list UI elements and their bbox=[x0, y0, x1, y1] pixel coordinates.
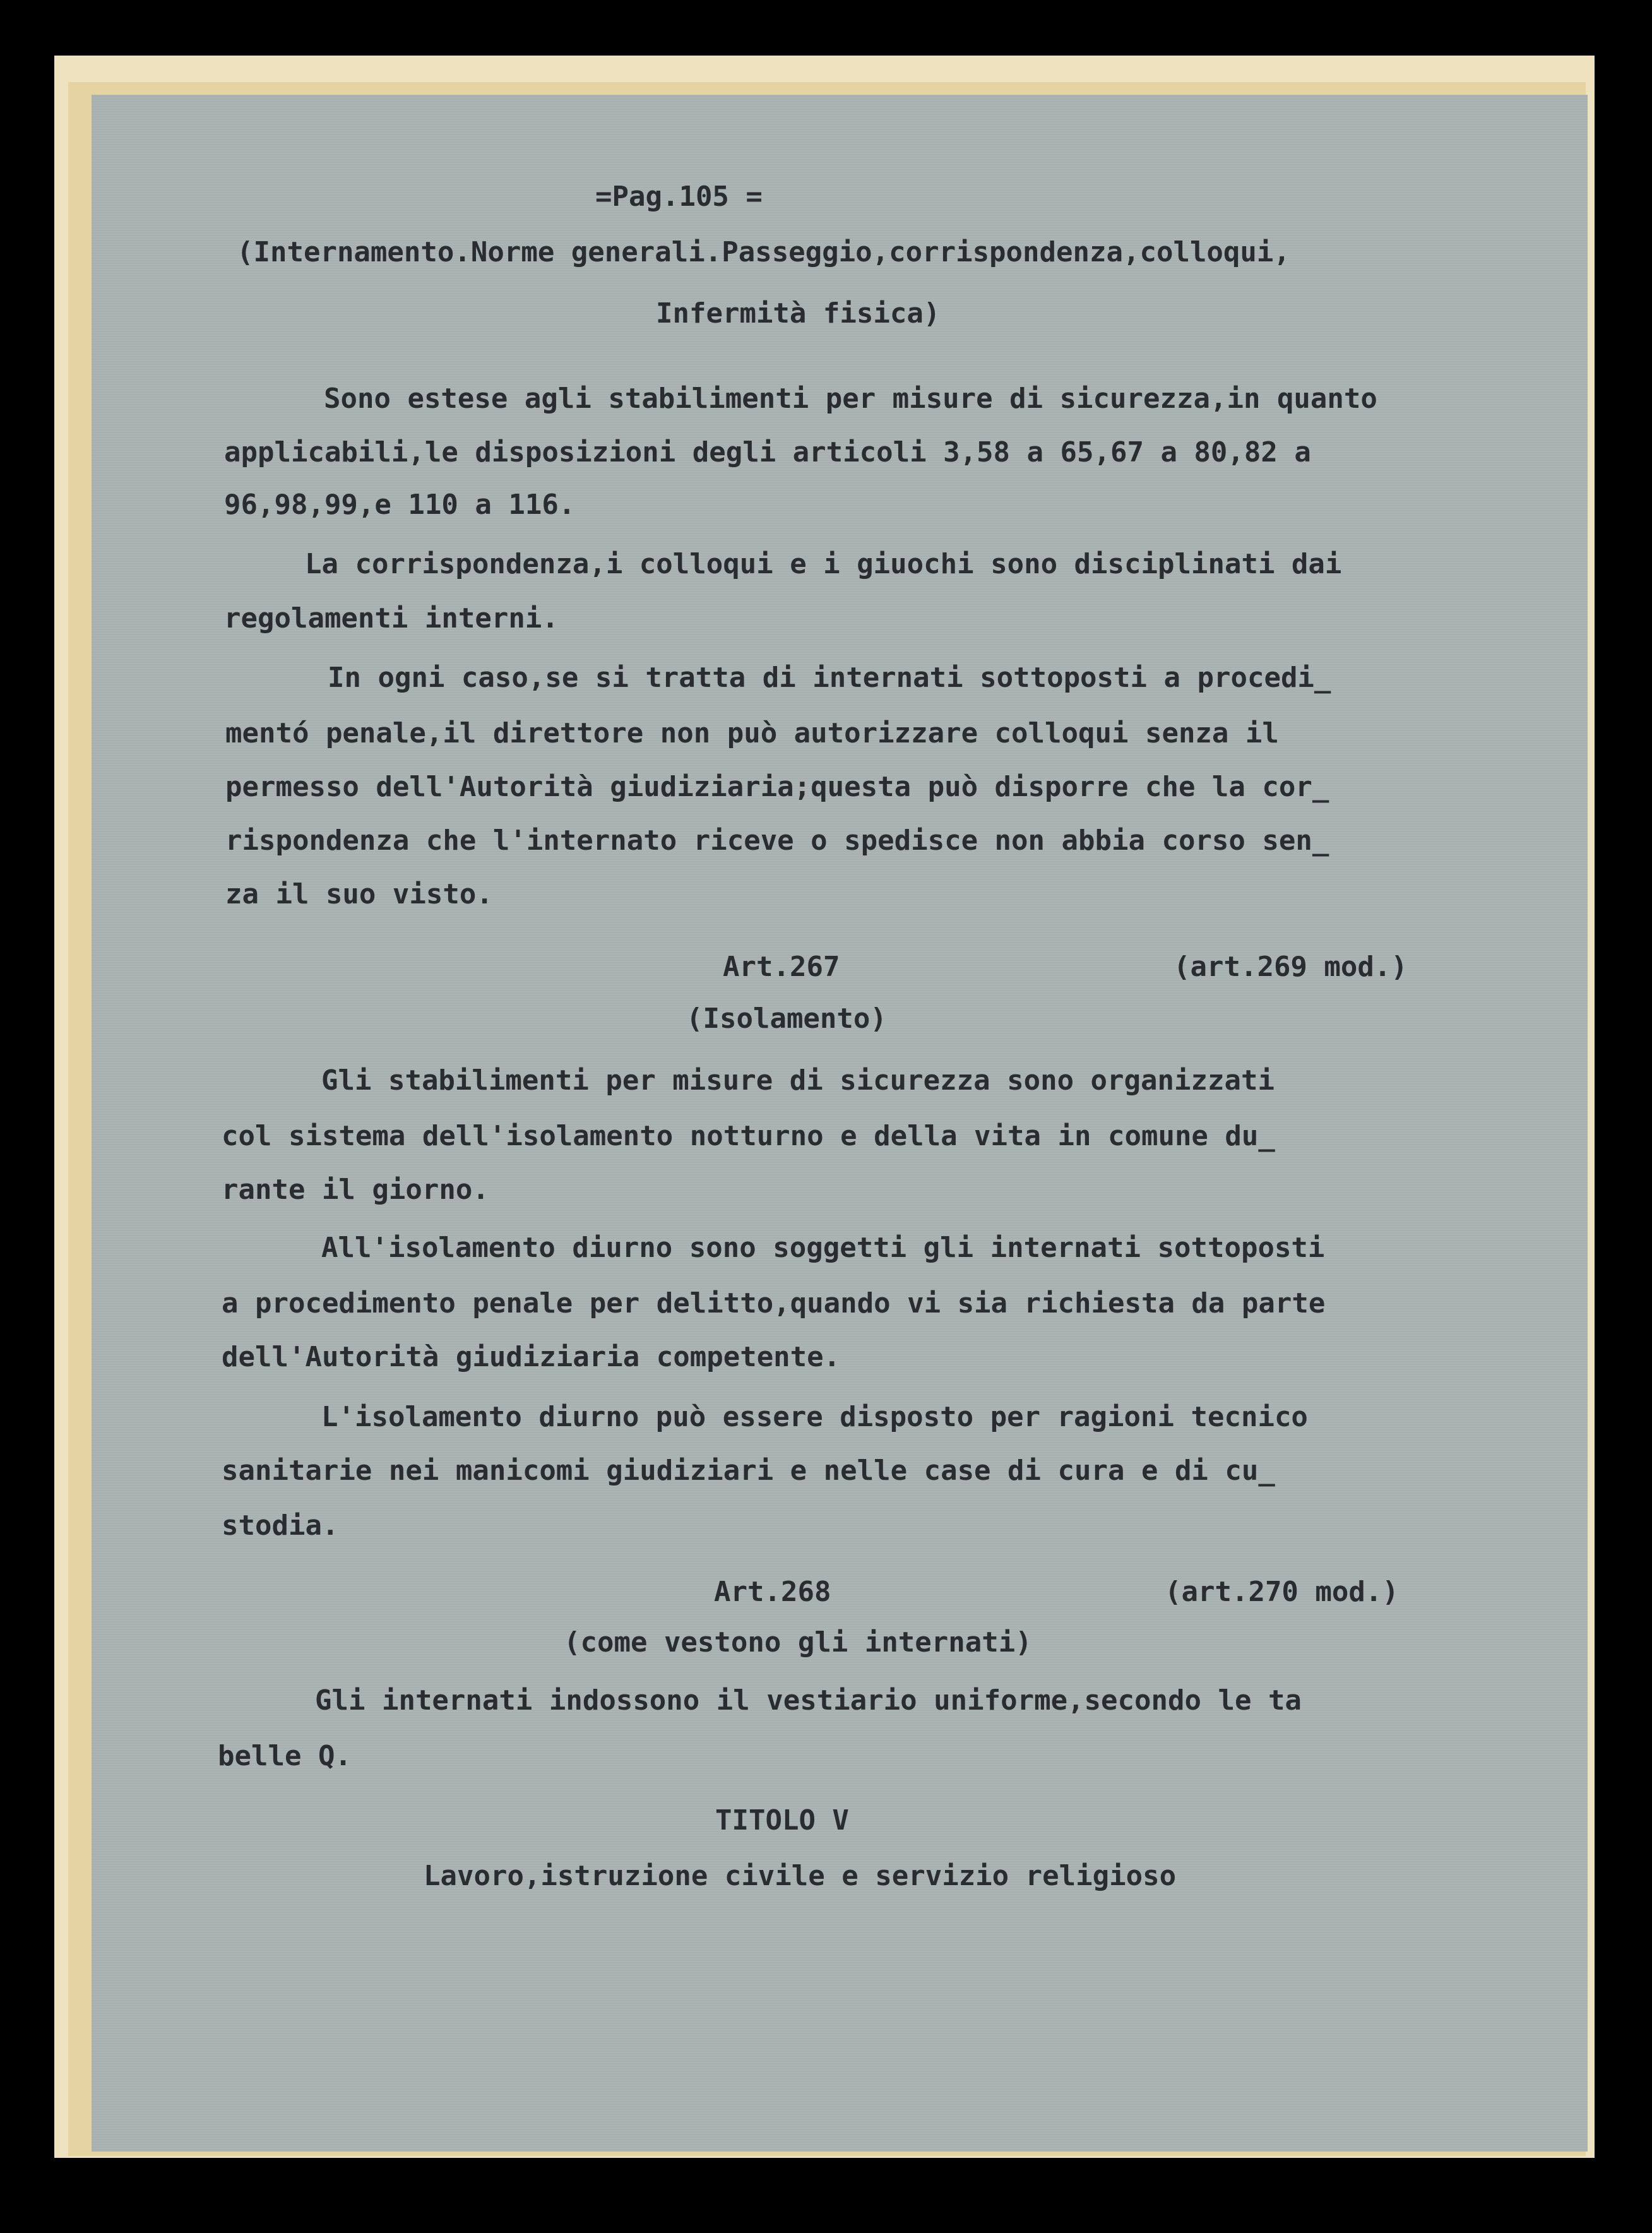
paragraph-line: col sistema dell'isolamento notturno e della vita in comune du_ bbox=[222, 1120, 1275, 1152]
paragraph-line: rispondenza che l'internato riceve o spedisce non abbia corso sen_ bbox=[225, 825, 1329, 857]
paragraph-line: applicabili,le disposizioni degli articoli 3,58 a 65,67 a 80,82 a bbox=[224, 436, 1311, 468]
paragraph-line: Gli internati indossono il vestiario uniforme,secondo le ta bbox=[315, 1684, 1302, 1717]
paragraph-line: La corrispondenza,i colloqui e i giuochi sono disciplinati dai bbox=[305, 548, 1342, 580]
article-number: Art.268 bbox=[714, 1576, 831, 1608]
article-title: (come vestono gli internati) bbox=[564, 1626, 1032, 1658]
paragraph-line: dell'Autorità giudiziaria competente. bbox=[222, 1341, 841, 1373]
paragraph-line: L'isolamento diurno può essere disposto per ragioni tecnico bbox=[321, 1401, 1308, 1433]
paragraph-line: stodia. bbox=[222, 1510, 339, 1542]
paragraph-line: All'isolamento diurno sono soggetti gli internati sottoposti bbox=[321, 1232, 1325, 1264]
article-title: (Isolamento) bbox=[686, 1003, 887, 1035]
paragraph-line: regolamenti interni. bbox=[224, 602, 559, 634]
section-heading-line: (Internamento.Norme generali.Passeggio,corrispondenza,colloqui, bbox=[237, 236, 1290, 268]
paragraph-line: 96,98,99,e 110 a 116. bbox=[224, 489, 576, 521]
paragraph-line: rante il giorno. bbox=[222, 1174, 489, 1206]
typewritten-sheet bbox=[92, 95, 1588, 2152]
paragraph-line: Gli stabilimenti per misure di sicurezza sono organizzati bbox=[321, 1064, 1275, 1097]
paragraph-line: In ogni caso,se si tratta di internati sottoposti a procedi_ bbox=[328, 662, 1331, 694]
paragraph-line: mentó penale,il direttore non può autorizzare colloqui senza il bbox=[225, 717, 1279, 749]
section-heading-line: Infermità fisica) bbox=[656, 297, 941, 330]
paragraph-line: za il suo visto. bbox=[225, 878, 493, 910]
paragraph-line: permesso dell'Autorità giudiziaria;questa può disporre che la cor_ bbox=[225, 771, 1329, 803]
titolo-number: TITOLO V bbox=[715, 1804, 849, 1837]
paragraph-line: belle Q. bbox=[218, 1740, 352, 1772]
paragraph-line: a procedimento penale per delitto,quando vi sia richiesta da parte bbox=[222, 1287, 1326, 1319]
page-header: =Pag.105 = bbox=[595, 181, 763, 213]
paragraph-line: Sono estese agli stabilimenti per misure di sicurezza,in quanto bbox=[324, 383, 1377, 415]
article-number: Art.267 bbox=[723, 951, 840, 983]
titolo-title: Lavoro,istruzione civile e servizio religioso bbox=[424, 1860, 1177, 1892]
paragraph-line: sanitarie nei manicomi giudiziari e nelle case di cura e di cu_ bbox=[222, 1455, 1275, 1487]
article-ref: (art.269 mod.) bbox=[1174, 951, 1408, 983]
article-ref: (art.270 mod.) bbox=[1165, 1576, 1399, 1608]
